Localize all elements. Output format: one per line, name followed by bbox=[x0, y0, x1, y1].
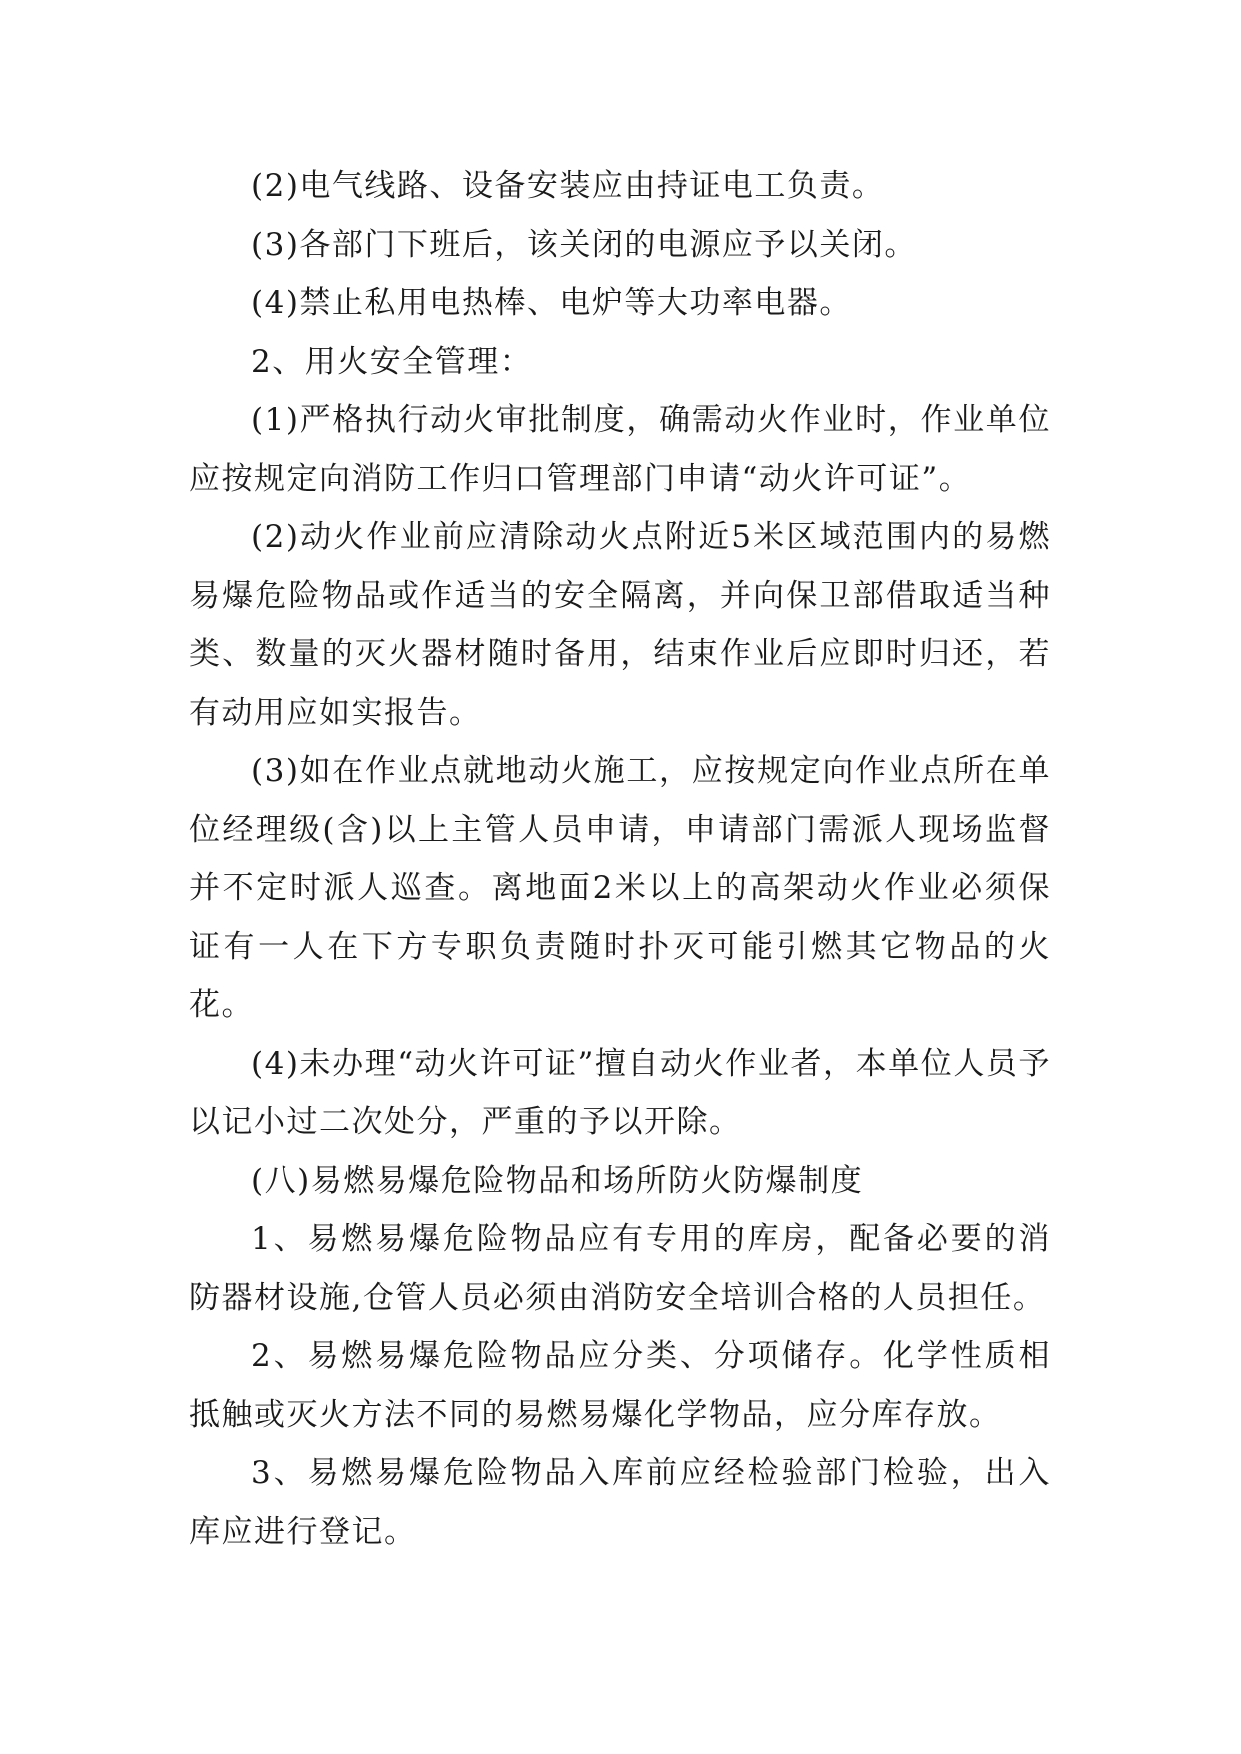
paragraph-inspection-registration: 3、易燃易爆危险物品入库前应经检验部门检验，出入库应进行登记。 bbox=[189, 1455, 1051, 1550]
section-heading-fire-use: 2、用火安全管理： bbox=[251, 343, 533, 380]
paragraph-electric-wiring: (2)电气线路、设备安装应由持证电工负责。 bbox=[251, 168, 885, 204]
paragraph-hot-work-approval: (1)严格执行动火审批制度，确需动火作业时，作业单位应按规定向消防工作归口管理部门申请“动火许可证”。 bbox=[189, 402, 1051, 497]
paragraph-power-off: (3)各部门下班后，该关闭的电源应予以关闭。 bbox=[251, 226, 917, 263]
paragraph-no-heaters: (4)禁止私用电热棒、电炉等大功率电器。 bbox=[251, 285, 852, 321]
paragraph-penalty: (4)未办理“动火许可证”擅自动火作业者，本单位人员予以记小过二次处分，严重的予以开除。 bbox=[189, 1045, 1051, 1140]
document-body bbox=[189, 157, 1051, 1561]
paragraph-dedicated-storage: 1、易燃易爆危险物品应有专用的库房，配备必要的消防器材设施,仓管人员必须由消防安全培训合格的人员担任。 bbox=[189, 1221, 1051, 1316]
paragraph-hot-work-preparation: (2)动火作业前应清除动火点附近5米区域范围内的易燃易爆危险物品或作适当的安全隔离，并向保卫部借取适当种类、数量的灭火器材随时备用，结束作业后应即时归还，若有动用应如实报告。 bbox=[189, 519, 1051, 731]
paragraph-classified-storage: 2、易燃易爆危险物品应分类、分项储存。化学性质相抵触或灭火方法不同的易燃易爆化学物品，应分库存放。 bbox=[189, 1338, 1051, 1433]
paragraph-onsite-hot-work: (3)如在作业点就地动火施工，应按规定向作业点所在单位经理级(含)以上主管人员申请，申请部门需派人现场监督并不定时派人巡查。离地面2米以上的高架动火作业必须保证有一人在下方专职负责随时扑灭可能引燃其它物品的火花。 bbox=[189, 753, 1051, 1023]
section-heading-flammable-materials: (八)易燃易爆危险物品和场所防火防爆制度 bbox=[251, 1162, 864, 1199]
